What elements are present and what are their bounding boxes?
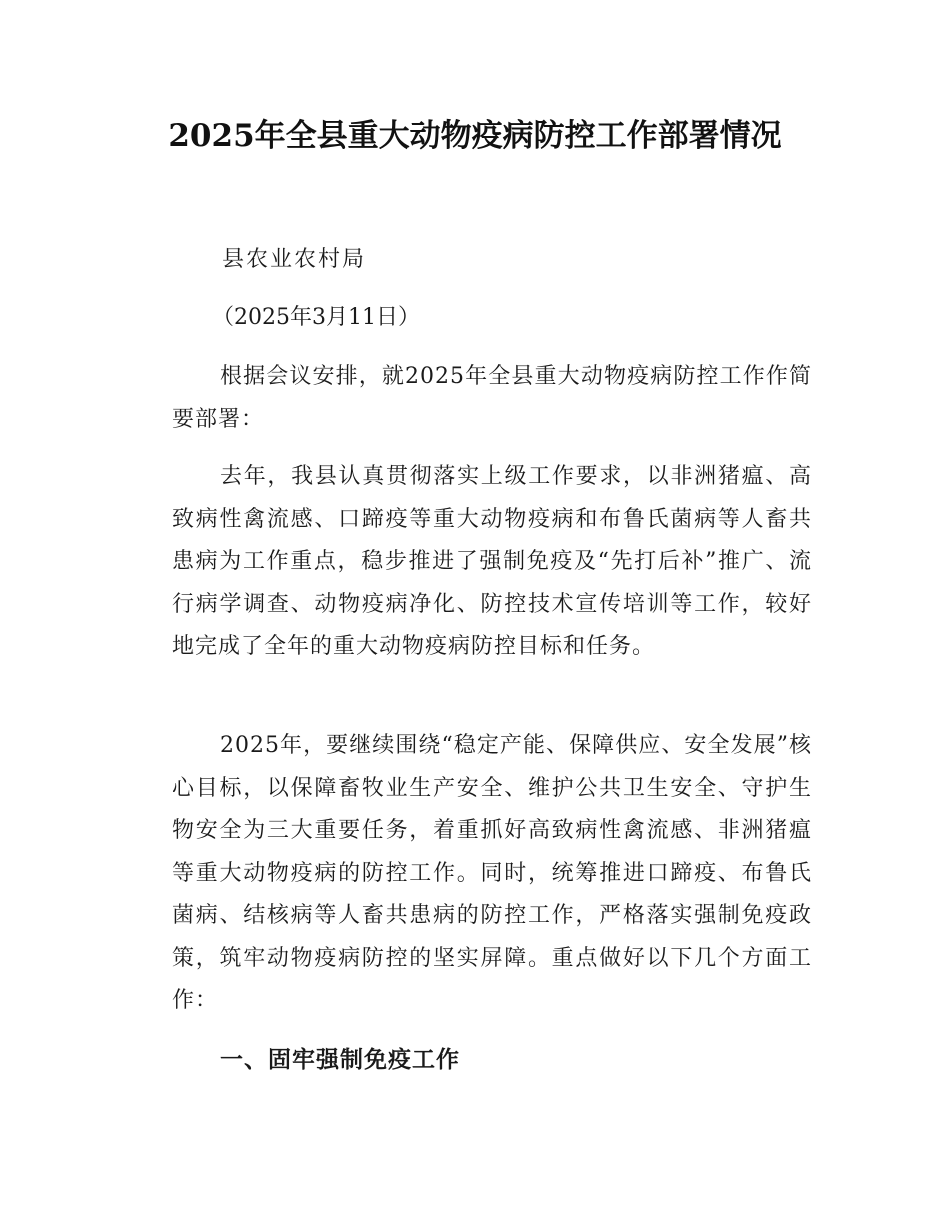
paragraph-last-year: 去年，我县认真贯彻落实上级工作要求，以非洲猪瘟、高致病性禽流感、口蹄疫等重大动物疫病和布鲁氏菌病等人畜共患病为工作重点，稳步推进了强制免疫及“先打后补”推广、流行病学调查、动物疫病净化、防控技术宣传培训等工作，较好地完成了全年的重大动物疫病防控目标和任务。 bbox=[172, 464, 812, 659]
author-line: 县农业农村局 bbox=[222, 247, 367, 272]
document-title: 2025年全县重大动物疫病防控工作部署情况 bbox=[168, 118, 782, 154]
paragraph-this-year: 2025年，要继续围绕“稳定产能、保障供应、安全发展”核心目标，以保障畜牧业生产安全、维护公共卫生安全、守护生物安全为三大重要任务，着重抓好高致病性禽流感、非洲猪瘟等重大动物疫病的防控工作。同时，统筹推进口蹄疫、布鲁氏菌病、结核病等人畜共患病的防控工作，严格落实强制免疫政策，筑牢动物疫病防控的坚实屏障。重点做好以下几个方面工作： bbox=[172, 733, 812, 1013]
section-heading: 一、固牢强制免疫工作 bbox=[220, 1047, 460, 1073]
date-line: （2025年3月11日） bbox=[212, 305, 420, 330]
paragraph-intro: 根据会议安排，就2025年全县重大动物疫病防控工作作简要部署： bbox=[172, 364, 812, 432]
